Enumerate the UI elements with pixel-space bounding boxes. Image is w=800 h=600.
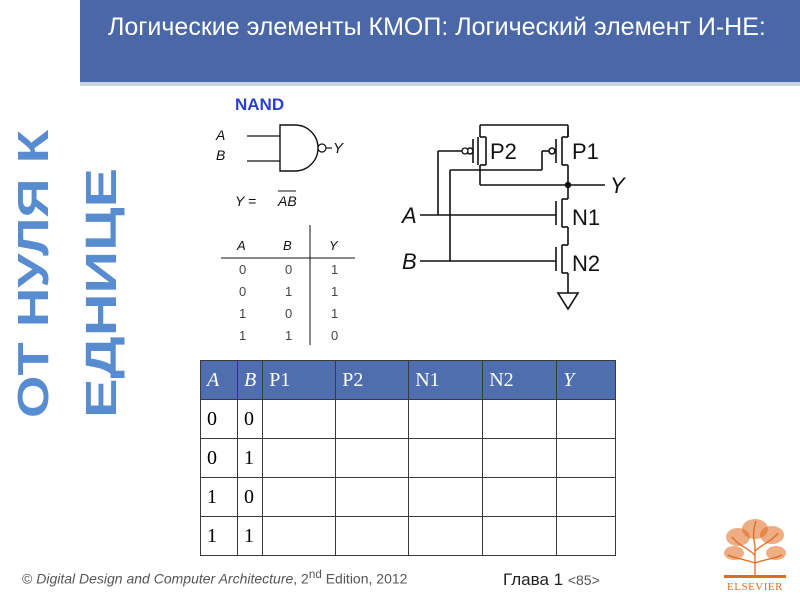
table-cell-a: 0: [201, 400, 238, 439]
table-cell-b: 1: [238, 517, 263, 556]
slide-title: Логические элементы КМОП: Логический элемент И-НЕ:: [108, 13, 766, 41]
gate-input-a: A: [216, 127, 226, 143]
table-cell-n1[interactable]: [409, 400, 483, 439]
circuit-input-a: A: [402, 203, 417, 228]
table-cell-p1[interactable]: [263, 439, 336, 478]
table-cell-n2[interactable]: [483, 400, 557, 439]
table-cell-n2[interactable]: [483, 478, 557, 517]
vertical-watermark: [0, 130, 128, 430]
table-row: [201, 478, 616, 517]
table-cell-p2[interactable]: [336, 517, 409, 556]
table-cell-a: 1: [201, 517, 238, 556]
table-cell-p1[interactable]: [263, 400, 336, 439]
output-node-dot-icon: [565, 182, 571, 188]
title-shadow: [80, 82, 800, 86]
transistor-label-p1: P1: [572, 139, 599, 164]
table-header-p2: P2: [336, 361, 409, 400]
title-bar: [80, 0, 800, 82]
table-header-n1: N1: [409, 361, 483, 400]
table-header-n2: N2: [483, 361, 557, 400]
table-header-y: Y: [557, 361, 616, 400]
gate-output-y: Y: [333, 140, 344, 157]
circuit-input-b: B: [402, 249, 417, 274]
table-header-row: [201, 361, 616, 400]
inversion-bubble-icon: [318, 144, 326, 152]
gate-truth-header-a: A: [237, 238, 246, 253]
footer-copyright: [22, 568, 407, 587]
gate-input-b: B: [216, 147, 226, 163]
gate-equation-rhs: AB: [278, 193, 297, 209]
gate-truth-cell: 0: [285, 262, 293, 277]
table-cell-n1[interactable]: [409, 517, 483, 556]
chapter-label: Глава 1: [503, 570, 564, 589]
circuit-output-y: Y: [610, 173, 625, 198]
table-cell-y[interactable]: [557, 478, 616, 517]
table-row: [201, 400, 616, 439]
gate-truth-header-y: Y: [329, 238, 338, 253]
table-cell-b: 0: [238, 478, 263, 517]
gate-truth-cell: 0: [239, 262, 247, 277]
gate-equation-lhs: Y =: [235, 193, 257, 209]
gate-truth-cell: 0: [331, 328, 339, 343]
edition-sup: nd: [308, 568, 322, 581]
transistor-label-n2: N2: [572, 251, 601, 276]
watermark-line-2: ЕДНИЦЕ: [77, 232, 126, 418]
gate-truth-cell: 1: [239, 306, 247, 321]
publisher-logo: [716, 515, 794, 597]
watermark-line-1: ОТ НУЛЯ К: [9, 185, 58, 418]
transistor-label-n1: N1: [572, 205, 601, 230]
table-cell-y[interactable]: [557, 439, 616, 478]
table-row: [201, 517, 616, 556]
gate-truth-cell: 1: [331, 306, 339, 321]
table-cell-a: 0: [201, 439, 238, 478]
table-cell-n1[interactable]: [409, 478, 483, 517]
page-number: <85>: [567, 572, 600, 588]
gate-truth-cell: 0: [285, 306, 293, 321]
input-node-icon: [462, 148, 468, 154]
table-cell-p2[interactable]: [336, 400, 409, 439]
table-cell-n2[interactable]: [483, 517, 557, 556]
gate-truth-header-b: B: [283, 238, 292, 253]
edition-pre: , 2: [293, 570, 309, 587]
table-cell-p1[interactable]: [263, 517, 336, 556]
book-title: Digital Design and Computer Architecture: [36, 570, 294, 587]
gate-truth-cell: 0: [239, 284, 247, 299]
copyright-symbol: ©: [22, 570, 37, 587]
table-cell-p2[interactable]: [336, 478, 409, 517]
table-cell-a: 1: [201, 478, 238, 517]
table-cell-p1[interactable]: [263, 478, 336, 517]
table-cell-n1[interactable]: [409, 439, 483, 478]
table-header-p1: P1: [263, 361, 336, 400]
table-cell-b: 0: [238, 400, 263, 439]
table-header-a: A: [201, 361, 238, 400]
gate-name: NAND: [235, 95, 285, 114]
table-header-b: B: [238, 361, 263, 400]
table-cell-y[interactable]: [557, 400, 616, 439]
table-row: [201, 439, 616, 478]
footer-chapter: [503, 570, 600, 590]
nand-gate-diagram: [205, 90, 375, 350]
table-cell-b: 1: [238, 439, 263, 478]
transistor-state-table: [200, 360, 616, 556]
cmos-nand-schematic: [390, 115, 650, 325]
gate-truth-cell: 1: [285, 328, 293, 343]
gate-truth-cell: 1: [331, 262, 339, 277]
gate-truth-cell: 1: [285, 284, 293, 299]
table-cell-p2[interactable]: [336, 439, 409, 478]
logo-wordmark: ELSEVIER: [727, 581, 783, 593]
transistor-label-p2: P2: [490, 139, 517, 164]
edition-post: Edition, 2012: [321, 570, 408, 587]
gate-truth-cell: 1: [331, 284, 339, 299]
table-cell-n2[interactable]: [483, 439, 557, 478]
table-cell-y[interactable]: [557, 517, 616, 556]
gate-truth-cell: 1: [239, 328, 247, 343]
